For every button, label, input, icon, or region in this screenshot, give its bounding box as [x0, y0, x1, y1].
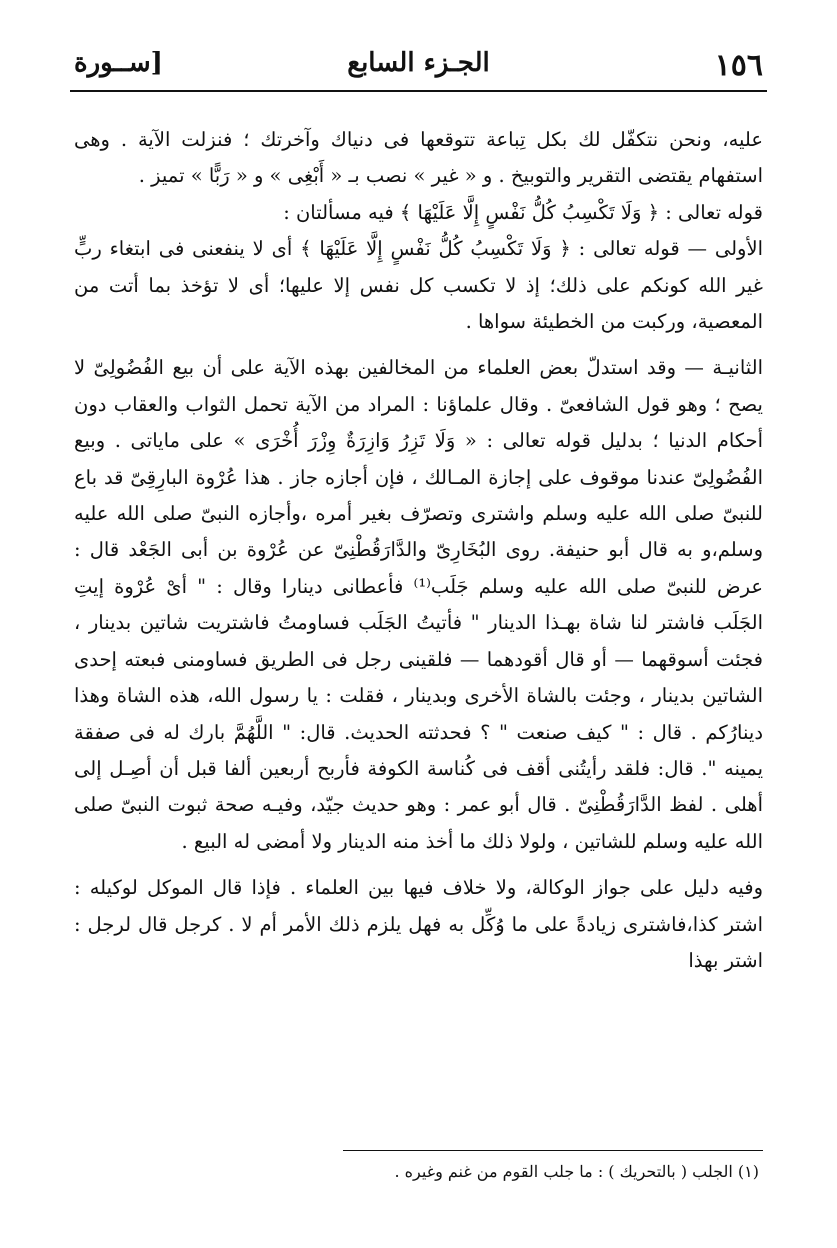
page-header [70, 44, 767, 92]
footnote-divider [343, 1150, 763, 1151]
paragraph: عليه، ونحن نتكفّل لك بكل تِباعة تتوقعها فى دنياك وآخرتك ؛ فنزلت الآية . وهى استفهام يقتضى التقرير والتوبيخ . و « غير » نصب بـ « أَبْغِى » و « رَبًّا » تميز . [74, 128, 763, 188]
surah-label: [ســورة [74, 48, 163, 78]
paragraph: الثانيـة — وقد استدلّ بعض العلماء من المخالفين بهذه الآية على أن بيع الفُضُولِىّ لا يصح ؛ وهو قول الشافعىّ . وقال علماؤنا : المراد من الآية تحمل الثواب والعقاب دون أحكام الدنيا ؛ بدليل قوله تعالى : « وَلَا تَزِرُ وَازِرَةٌ وِزْرَ أُخْرَى » على ماياتى . وبيع الفُضُولِىّ عندنا موقوف على إجازة المـالك ، فإن أجازه جاز . هذا عُرْوة البارِقِىّ قد باع للنبىّ صلى الله عليه وسلم واشترى وتصرّف بغير أمره ،وأجازه النبىّ صلى الله عليه وسلم،و به قال أبو حنيفة. روى البُخَارِىّ والدَّارَقُطْنِىّ عن عُرْوة بن أبى الجَعْد قال : عرض للنبىّ صلى الله عليه وسلم جَلَب⁽¹⁾ فأعطانى دينارا وقال : " أىْ عُرْوة إيتِ الجَلَب فاشتر لنا شاة بهـذا الدينار " فأتيتُ الجَلَب فساومتُ فاشتريت شاتين بدينار ، فجئت أسوقهما — أو قال أقودهما — فلقينى رجل فى الطريق فساومنى فبعته إحدى الشاتين بدينار ، وجئت بالشاة الأخرى وبدينار ، فقلت : يا رسول الله، هذه الشاة وهذا دينارُكم . قال : " كيف صنعت " ؟ فحدثته الحديث. قال: " اللَّهُمَّ بارك له فى صفقة يمينه ". قال: فلقد رأيتُنى أقف فى كُناسة الكوفة فأربح أربعين ألفا قبل أن أصِـل إلى أهلى . لفظ الدَّارَقُطْنِىّ . قال أبو عمر : وهو حديث جيّد، وفيـه صحة ثبوت النبىّ صلى الله عليه وسلم للشاتين ، ولولا ذلك ما أخذ منه الدينار ولا أمضى له البيع . [74, 356, 763, 853]
footnote: (١) الجلب ( بالتحريك ) : ما جلب القوم من غنم وغيره . [394, 1162, 759, 1181]
page-number: ١٥٦ [714, 48, 763, 83]
body-text [74, 122, 763, 979]
paragraph: وفيه دليل على جواز الوكالة، ولا خلاف فيها بين العلماء . فإذا قال الموكل لوكيله : اشتر كذا،فاشترى زيادةً على ما وُكِّل به فهل يلزم ذلك الأمر أم لا . كرجل قال لرجل : اشتر بهذا [74, 876, 763, 972]
paragraph: قوله تعالى : ﴿ وَلَا تَكْسِبُ كُلُّ نَفْسٍ إِلَّا عَلَيْهَا ﴾ فيه مسألتان : [283, 200, 763, 224]
paragraph: الأولى — قوله تعالى : ﴿ وَلَا تَكْسِبُ كُلُّ نَفْسٍ إِلَّا عَلَيْهَا ﴾ أى لا ينفعنى فى ابتغاء ربٍّ غير الله كونكم على ذلك؛ إذ لا تكسب كل نفس إلا عليها؛ أى لا تؤخذ بما أتت من المعصية، وركبت من الخطيئة سواها . [74, 237, 763, 334]
part-title: الجـزء السابع [347, 48, 490, 78]
